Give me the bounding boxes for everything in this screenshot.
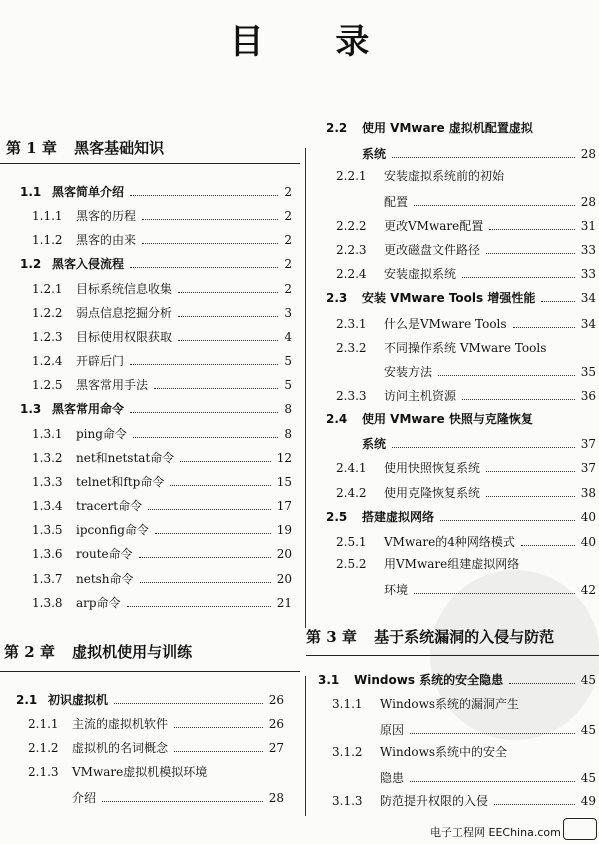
toc-leader-dots (130, 256, 278, 268)
toc-entry-number: 1.2.5 (32, 378, 63, 392)
toc-entry (336, 388, 596, 404)
toc-entry (326, 411, 596, 427)
toc-entry-number: 2.5.2 (336, 557, 367, 571)
toc-entry-page: 40 (580, 510, 596, 524)
toc-entry-page: 8 (284, 427, 292, 441)
toc-entry-number: 2.1.3 (28, 765, 59, 779)
toc-entry-title: 隐患 (380, 771, 405, 785)
toc-entry-page: 8 (284, 402, 292, 416)
toc-entry (20, 401, 292, 417)
toc-entry (32, 571, 292, 587)
toc-entry-title: 搭建虚拟网络 (362, 510, 435, 524)
toc-entry-number: 3.1.1 (332, 697, 363, 711)
toc-leader-dots (462, 388, 575, 400)
toc-entry (336, 460, 596, 476)
toc-entry-title: 用VMware组建虚拟网络 (384, 557, 520, 571)
toc-entry-title: net和netstat命令 (76, 451, 175, 465)
toc-leader-dots (462, 266, 575, 278)
toc-leader-dots (440, 509, 575, 521)
toc-entry-number: 2.3.2 (336, 341, 367, 355)
toc-entry-page: 12 (276, 451, 292, 465)
toc-entry-page: 28 (268, 791, 284, 805)
toc-entry-page: 20 (276, 547, 292, 561)
toc-leader-dots (392, 146, 575, 158)
toc-leader-dots (174, 740, 263, 752)
column-divider (305, 148, 306, 628)
toc-entry-title: 系统 (362, 147, 387, 161)
column-divider-lower (305, 676, 306, 816)
toc-entry-number: 1.2.3 (32, 330, 63, 344)
toc-entry-page: 42 (580, 583, 596, 597)
toc-entry-number: 1.2.1 (32, 282, 63, 296)
toc-leader-dots (392, 436, 575, 448)
chapter-1-number: 第 1 章 (6, 139, 57, 157)
toc-entry (28, 740, 284, 756)
chapter-3-rule (306, 655, 599, 656)
toc-entry-title: VMware的4种网络模式 (384, 535, 515, 549)
toc-entry-title: arp命令 (76, 596, 121, 610)
toc-entry (32, 498, 292, 514)
chapter-1-title: 黑客基础知识 (74, 139, 165, 157)
chapter-3-heading (306, 626, 554, 647)
toc-leader-dots (486, 460, 575, 472)
toc-entry-title: 安装虚拟系统 (384, 267, 457, 281)
toc-entry (32, 329, 292, 345)
toc-entry (32, 377, 292, 393)
toc-entry-title: 主流的虚拟机软件 (72, 717, 169, 731)
toc-entry (326, 290, 596, 306)
toc-leader-dots (513, 316, 575, 328)
toc-entry-number: 3.1.2 (332, 745, 363, 759)
toc-leader-dots (489, 218, 575, 230)
toc-entry-title: ipconfig命令 (76, 523, 149, 537)
toc-entry-page: 17 (276, 499, 292, 513)
toc-entry-title: 环境 (384, 583, 409, 597)
toc-leader-dots (486, 242, 575, 254)
toc-entry-number: 3.1 (318, 673, 340, 687)
toc-entry (28, 716, 284, 732)
toc-entry-title: 使用克隆恢复系统 (384, 486, 481, 500)
toc-entry (326, 509, 596, 525)
toc-entry-title: VMware虚拟机模拟环境 (72, 765, 208, 779)
toc-leader-dots (139, 546, 271, 558)
toc-entry-title: 黑客简单介绍 (52, 185, 125, 199)
toc-leader-dots (127, 595, 271, 607)
toc-entry-page: 2 (284, 282, 292, 296)
toc-entry-page: 21 (276, 596, 292, 610)
toc-entry-title: 安装 VMware Tools 增强性能 (362, 291, 536, 305)
toc-leader-dots (155, 522, 271, 534)
toc-entry (336, 194, 596, 210)
toc-entry-number: 1.3.2 (32, 451, 63, 465)
toc-entry-number: 1.3.5 (32, 523, 63, 537)
toc-entry-title: 什么是VMware Tools (384, 317, 507, 331)
toc-entry-page: 2 (284, 233, 292, 247)
toc-entry-title: 使用 VMware 虚拟机配置虚拟 (362, 121, 533, 135)
toc-entry (32, 522, 292, 538)
toc-entry-page: 49 (580, 794, 596, 808)
toc-leader-dots (178, 281, 278, 293)
toc-entry-title: 开辟后门 (76, 354, 125, 368)
toc-entry-page: 19 (276, 523, 292, 537)
toc-entry-title: 使用 VMware 快照与克隆恢复 (362, 412, 533, 426)
toc-entry-page: 37 (580, 437, 596, 451)
toc-entry (32, 281, 292, 297)
toc-entry-number: 1.1 (20, 185, 42, 199)
toc-leader-dots (170, 474, 270, 486)
toc-entry-title: 黑客的历程 (76, 209, 137, 223)
toc-leader-dots (174, 716, 263, 728)
page-number-box (563, 818, 597, 840)
toc-entry-number: 2.4.2 (336, 486, 367, 500)
toc-entry (326, 120, 596, 136)
toc-entry (32, 450, 292, 466)
toc-entry-number: 2.5 (326, 510, 348, 524)
toc-entry-title: netsh命令 (76, 572, 134, 586)
toc-entry-number: 3.1.3 (332, 794, 363, 808)
toc-entry (318, 672, 596, 688)
toc-entry-page: 45 (580, 673, 596, 687)
toc-entry-number: 1.3.7 (32, 572, 63, 586)
toc-leader-dots (494, 793, 575, 805)
toc-entry (332, 722, 596, 738)
toc-entry-number: 2.1.1 (28, 717, 59, 731)
toc-entry (332, 793, 596, 809)
toc-entry-number: 2.2.1 (336, 169, 367, 183)
toc-leader-dots (521, 534, 575, 546)
toc-entry (32, 232, 292, 248)
toc-entry-page: 37 (580, 461, 596, 475)
toc-entry-number: 2.3.1 (336, 317, 367, 331)
toc-entry-page: 4 (284, 330, 292, 344)
toc-entry-title: 介绍 (72, 791, 97, 805)
toc-entry (332, 696, 596, 712)
toc-entry (32, 474, 292, 490)
toc-leader-dots (541, 290, 574, 302)
toc-entry-number: 2.4 (326, 412, 348, 426)
toc-entry-number: 1.3.6 (32, 547, 63, 561)
toc-entry-page: 31 (580, 219, 596, 233)
toc-entry (32, 426, 292, 442)
toc-entry-title: ping命令 (76, 427, 127, 441)
toc-entry-page: 5 (284, 378, 292, 392)
toc-leader-dots (486, 485, 575, 497)
toc-entry (336, 556, 596, 572)
toc-entry-number: 1.3.4 (32, 499, 63, 513)
toc-entry (332, 770, 596, 786)
toc-entry-page: 45 (580, 723, 596, 737)
toc-entry-number: 2.3 (326, 291, 348, 305)
toc-leader-dots (130, 184, 278, 196)
toc-entry-number: 1.2 (20, 257, 42, 271)
toc-entry-number: 2.2.4 (336, 267, 367, 281)
toc-entry-title: Windows系统的漏洞产生 (380, 697, 520, 711)
toc-entry-title: 弱点信息挖掘分析 (76, 306, 173, 320)
toc-leader-dots (509, 672, 575, 684)
toc-entry-page: 2 (284, 257, 292, 271)
toc-entry-number: 1.1.1 (32, 209, 63, 223)
chapter-2-title: 虚拟机使用与训练 (72, 643, 193, 661)
toc-entry-page: 26 (268, 717, 284, 731)
toc-leader-dots (142, 232, 278, 244)
toc-leader-dots (133, 426, 278, 438)
toc-entry-title: telnet和ftp命令 (76, 475, 165, 489)
toc-entry (336, 242, 596, 258)
toc-entry-number: 2.3.3 (336, 389, 367, 403)
toc-entry (336, 582, 596, 598)
chapter-3-number: 第 3 章 (306, 628, 357, 646)
chapter-2-number: 第 2 章 (4, 643, 55, 661)
toc-entry-page: 2 (284, 185, 292, 199)
toc-leader-dots (140, 571, 271, 583)
toc-entry (28, 790, 284, 806)
toc-entry-page: 38 (580, 486, 596, 500)
toc-entry (326, 436, 596, 452)
toc-entry-title: 黑客常用手法 (76, 378, 149, 392)
toc-entry-title: Windows 系统的安全隐患 (354, 673, 504, 687)
toc-entry-title: 目标系统信息收集 (76, 282, 173, 296)
toc-leader-dots (154, 377, 278, 389)
toc-entry-title: 不同操作系统 VMware Tools (384, 341, 547, 355)
toc-entry-title: 更改VMware配置 (384, 219, 484, 233)
toc-entry-page: 34 (580, 291, 596, 305)
toc-entry (16, 692, 284, 708)
toc-leader-dots (178, 329, 278, 341)
toc-entry-title: 安装方法 (384, 365, 433, 379)
toc-entry-title: 虚拟机的名词概念 (72, 741, 169, 755)
toc-entry-number: 2.1 (16, 693, 38, 707)
toc-leader-dots (148, 498, 271, 510)
toc-entry-title: 目标使用权限获取 (76, 330, 173, 344)
toc-entry-title: 初识虚拟机 (48, 693, 109, 707)
footer-watermark-text: 电子工程网 EEChina.com (430, 826, 561, 839)
toc-leader-dots (180, 450, 270, 462)
toc-entry-number: 2.1.2 (28, 741, 59, 755)
toc-entry-page: 2 (284, 209, 292, 223)
toc-entry-number: 1.3.8 (32, 596, 63, 610)
toc-entry (336, 534, 596, 550)
toc-entry-page: 3 (284, 306, 292, 320)
toc-entry (32, 546, 292, 562)
chapter-2-rule (0, 671, 300, 672)
toc-entry (332, 744, 596, 760)
toc-entry-number: 1.3.3 (32, 475, 63, 489)
toc-entry (336, 485, 596, 501)
toc-entry-title: 访问主机资源 (384, 389, 457, 403)
toc-entry-title: 黑客的由来 (76, 233, 137, 247)
toc-entry-page: 45 (580, 771, 596, 785)
toc-entry-number: 2.5.1 (336, 535, 367, 549)
toc-entry-title: 防范提升权限的入侵 (380, 794, 489, 808)
toc-entry-title: 安装虚拟系统前的初始 (384, 169, 505, 183)
toc-leader-dots (410, 770, 575, 782)
toc-leader-dots (178, 305, 278, 317)
toc-entry (336, 168, 596, 184)
toc-leader-dots (438, 364, 575, 376)
toc-entry-number: 2.2.3 (336, 243, 367, 257)
toc-entry-number: 1.2.2 (32, 306, 63, 320)
toc-entry-page: 33 (580, 267, 596, 281)
chapter-1-rule (0, 163, 300, 164)
toc-entry (336, 316, 596, 332)
toc-entry-page: 34 (580, 317, 596, 331)
chapter-3-title: 基于系统漏洞的入侵与防范 (374, 628, 555, 646)
toc-leader-dots (130, 353, 278, 365)
toc-entry-page: 33 (580, 243, 596, 257)
toc-entry (336, 218, 596, 234)
toc-entry (20, 256, 292, 272)
toc-entry (32, 208, 292, 224)
toc-entry-page: 5 (284, 354, 292, 368)
toc-entry-page: 28 (580, 195, 596, 209)
toc-leader-dots (414, 582, 575, 594)
toc-entry-page: 27 (268, 741, 284, 755)
toc-entry (32, 595, 292, 611)
toc-entry-page: 28 (580, 147, 596, 161)
toc-entry (32, 353, 292, 369)
toc-leader-dots (130, 401, 278, 413)
toc-entry-title: 黑客常用命令 (52, 402, 125, 416)
chapter-2-heading (4, 641, 192, 662)
chapter-1-heading (6, 137, 164, 158)
toc-entry-number: 2.4.1 (336, 461, 367, 475)
toc-entry-title: 配置 (384, 195, 409, 209)
toc-entry-number: 1.1.2 (32, 233, 63, 247)
toc-entry-title: 更改磁盘文件路径 (384, 243, 481, 257)
toc-entry-title: Windows系统中的安全 (380, 745, 508, 759)
page-title: 目 录 (229, 22, 400, 62)
toc-leader-dots (102, 790, 263, 802)
toc-entry-page: 36 (580, 389, 596, 403)
toc-entry-page: 40 (580, 535, 596, 549)
toc-entry (336, 266, 596, 282)
toc-entry-number: 2.2 (326, 121, 348, 135)
toc-entry (28, 764, 284, 780)
toc-entry-title: 使用快照恢复系统 (384, 461, 481, 475)
toc-entry (32, 305, 292, 321)
toc-leader-dots (114, 692, 263, 704)
toc-entry-page: 35 (580, 365, 596, 379)
toc-entry-title: 黑客入侵流程 (52, 257, 125, 271)
toc-leader-dots (414, 194, 575, 206)
toc-entry-title: 原因 (380, 723, 405, 737)
toc-entry (336, 364, 596, 380)
toc-entry-number: 1.3 (20, 402, 42, 416)
toc-entry-title: route命令 (76, 547, 133, 561)
toc-entry-title: 系统 (362, 437, 387, 451)
toc-leader-dots (410, 722, 575, 734)
toc-entry (336, 340, 596, 356)
toc-entry-page: 15 (276, 475, 292, 489)
toc-entry-page: 26 (268, 693, 284, 707)
toc-leader-dots (142, 208, 278, 220)
toc-entry-number: 1.3.1 (32, 427, 63, 441)
toc-entry (326, 146, 596, 162)
toc-entry-page: 20 (276, 572, 292, 586)
toc-entry-number: 1.2.4 (32, 354, 63, 368)
toc-entry-title: tracert命令 (76, 499, 143, 513)
toc-entry-number: 2.2.2 (336, 219, 367, 233)
toc-entry (20, 184, 292, 200)
